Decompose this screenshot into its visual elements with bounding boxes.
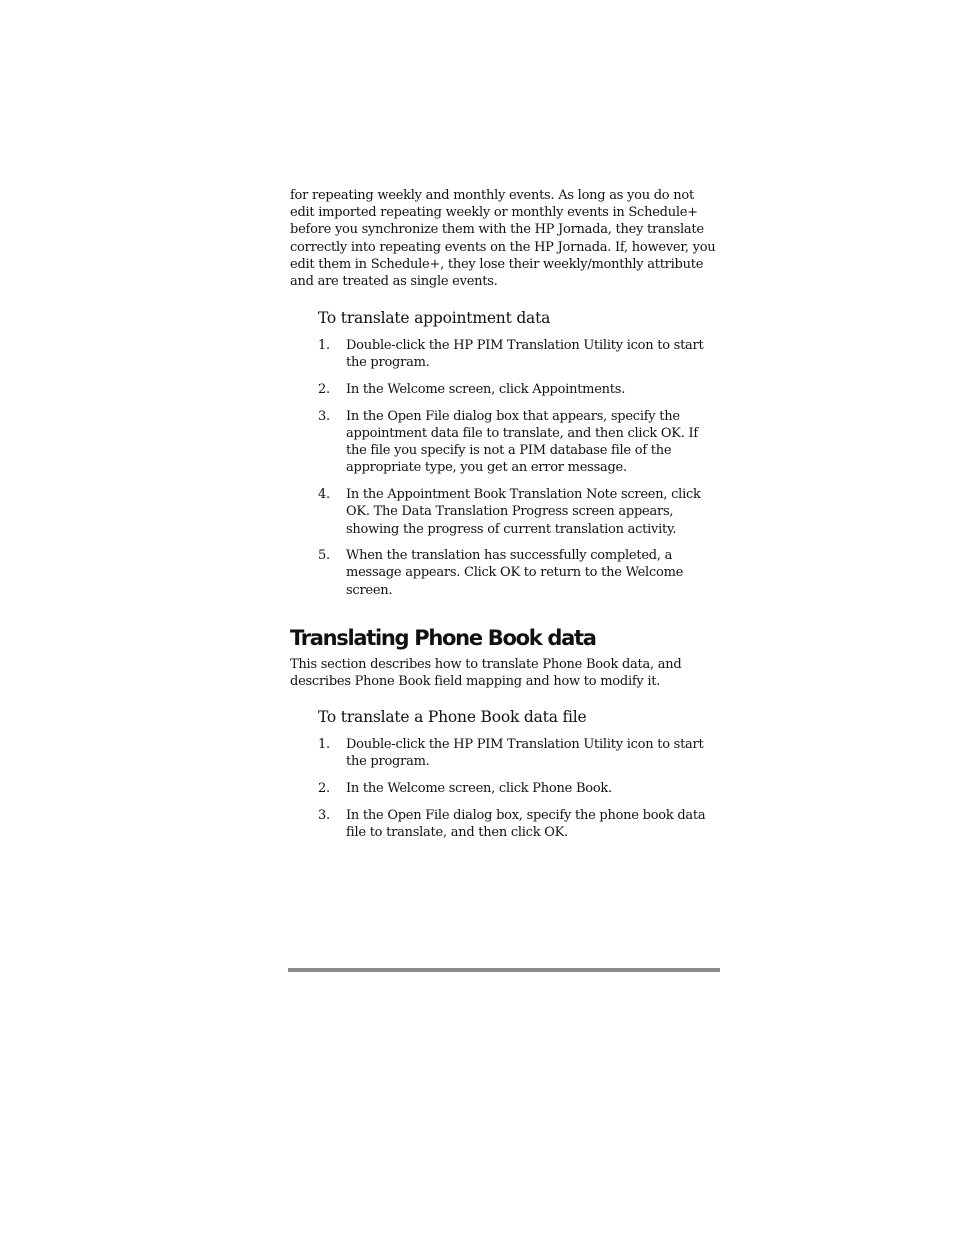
- step-number: 1.: [318, 338, 330, 354]
- appointment-step-5: [318, 547, 720, 599]
- step-text: In the Welcome screen, click Appointments.: [346, 382, 626, 398]
- step-number: 4.: [318, 487, 330, 503]
- phonebook-step-1: [318, 736, 720, 770]
- appointment-step-2: [318, 381, 720, 398]
- appointment-step-4: [318, 486, 720, 538]
- page-content: [290, 187, 720, 851]
- step-text: When the translation has successfully completed, a message appears. Click OK to return to the Welcome screen.: [346, 548, 684, 598]
- step-text: Double-click the HP PIM Translation Utility icon to start the program.: [346, 737, 704, 770]
- phonebook-steps: [290, 736, 720, 841]
- appointment-steps: [290, 337, 720, 599]
- section-paragraph: This section describes how to translate Phone Book data, and describes Phone Book field mapping and how to modify it.: [290, 656, 682, 690]
- appointment-step-1: [318, 337, 720, 371]
- step-number: 5.: [318, 548, 330, 564]
- phonebook-step-2: [318, 780, 720, 797]
- appointment-step-3: [318, 408, 720, 477]
- step-text: In the Welcome screen, click Phone Book.: [346, 781, 612, 797]
- step-number: 3.: [318, 807, 330, 823]
- section-heading: Translating Phone Book data: [290, 625, 596, 650]
- phonebook-step-3: [318, 807, 720, 841]
- intro-paragraph: for repeating weekly and monthly events. As long as you do not edit imported repeating weekly or monthly events in Schedule+ before you synchronize them with the HP Jornada, they translate correctly into repeating events on the HP Jornada. If, however, you edit them in Schedule+, they lose their weekly/monthly attribute and are treated as single events.: [290, 188, 716, 290]
- phonebook-procedure-title: To translate a Phone Book data file: [318, 708, 587, 727]
- step-number: 1.: [318, 737, 330, 753]
- step-number: 2.: [318, 382, 330, 398]
- footer-rule: [288, 968, 720, 972]
- appointment-procedure-title: To translate appointment data: [318, 309, 551, 328]
- step-text: Double-click the HP PIM Translation Utility icon to start the program.: [346, 338, 704, 371]
- step-text: In the Appointment Book Translation Note screen, click OK. The Data Translation Progress screen appears, showing the progress of current translation activity.: [346, 487, 701, 537]
- step-text: In the Open File dialog box that appears, specify the appointment data file to translate, and then click OK. If the file you specify is not a PIM database file of the appropriate type, you get an error message.: [346, 408, 698, 476]
- step-number: 2.: [318, 781, 330, 797]
- step-number: 3.: [318, 408, 330, 424]
- step-text: In the Open File dialog box, specify the phone book data file to translate, and then click OK.: [346, 807, 706, 841]
